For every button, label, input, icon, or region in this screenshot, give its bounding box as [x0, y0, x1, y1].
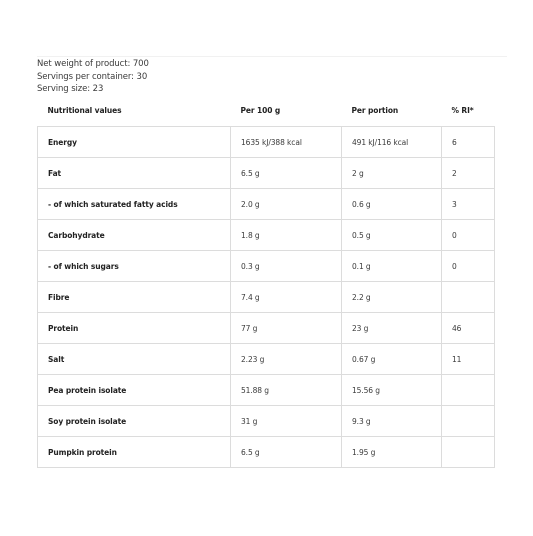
- ri-value: 6: [442, 127, 495, 158]
- ri-value: 0: [442, 251, 495, 282]
- per-100g-value: 77 g: [231, 313, 342, 344]
- ri-value: [442, 406, 495, 437]
- per-100g-value: 51.88 g: [231, 375, 342, 406]
- table-row: [38, 158, 495, 189]
- header-per-100g: Per 100 g: [231, 95, 342, 127]
- table-row: [38, 127, 495, 158]
- per-portion-value: 1.95 g: [342, 437, 442, 468]
- per-100g-value: 6.5 g: [231, 158, 342, 189]
- header-ri-percent: % RI*: [442, 95, 495, 127]
- row-label: Pumpkin protein: [38, 437, 231, 468]
- table-row: [38, 437, 495, 468]
- row-label: Protein: [38, 313, 231, 344]
- servings-per-container-text: Servings per container: 30: [37, 71, 148, 82]
- nutrition-table: [37, 95, 495, 468]
- per-portion-value: 0.67 g: [342, 344, 442, 375]
- serving-size-text: Serving size: 23: [37, 84, 104, 94]
- row-label: Pea protein isolate: [38, 375, 231, 406]
- product-meta: [37, 58, 149, 96]
- row-label: Salt: [38, 344, 231, 375]
- table-row: [38, 375, 495, 406]
- per-100g-value: 0.3 g: [231, 251, 342, 282]
- per-portion-value: 15.56 g: [342, 375, 442, 406]
- per-100g-value: 2.23 g: [231, 344, 342, 375]
- table-row: [38, 220, 495, 251]
- per-100g-value: 2.0 g: [231, 189, 342, 220]
- top-divider: [37, 56, 507, 57]
- per-portion-value: 9.3 g: [342, 406, 442, 437]
- row-label: - of which saturated fatty acids: [38, 189, 231, 220]
- net-weight-text: Net weight of product: 700: [37, 59, 149, 69]
- table-row: [38, 189, 495, 220]
- ri-value: 2: [442, 158, 495, 189]
- ri-value: [442, 437, 495, 468]
- table-row: [38, 406, 495, 437]
- per-100g-value: 6.5 g: [231, 437, 342, 468]
- row-label: Carbohydrate: [38, 220, 231, 251]
- ri-value: [442, 375, 495, 406]
- table-row: [38, 313, 495, 344]
- row-label: Fibre: [38, 282, 231, 313]
- ri-value: 46: [442, 313, 495, 344]
- per-portion-value: 0.5 g: [342, 220, 442, 251]
- header-nutritional-values: Nutritional values: [38, 95, 231, 127]
- per-100g-value: 7.4 g: [231, 282, 342, 313]
- per-100g-value: 1635 kJ/388 kcal: [231, 127, 342, 158]
- ri-value: [442, 282, 495, 313]
- ri-value: 11: [442, 344, 495, 375]
- per-portion-value: 491 kJ/116 kcal: [342, 127, 442, 158]
- row-label: Energy: [38, 127, 231, 158]
- row-label: - of which sugars: [38, 251, 231, 282]
- ri-value: 0: [442, 220, 495, 251]
- per-portion-value: 2 g: [342, 158, 442, 189]
- table-header-row: [38, 95, 495, 127]
- per-100g-value: 1.8 g: [231, 220, 342, 251]
- table-row: [38, 344, 495, 375]
- ri-value: 3: [442, 189, 495, 220]
- table-row: [38, 282, 495, 313]
- per-portion-value: 23 g: [342, 313, 442, 344]
- per-portion-value: 0.6 g: [342, 189, 442, 220]
- per-portion-value: 2.2 g: [342, 282, 442, 313]
- header-per-portion: Per portion: [342, 95, 442, 127]
- table-row: [38, 251, 495, 282]
- per-portion-value: 0.1 g: [342, 251, 442, 282]
- row-label: Soy protein isolate: [38, 406, 231, 437]
- row-label: Fat: [38, 158, 231, 189]
- per-100g-value: 31 g: [231, 406, 342, 437]
